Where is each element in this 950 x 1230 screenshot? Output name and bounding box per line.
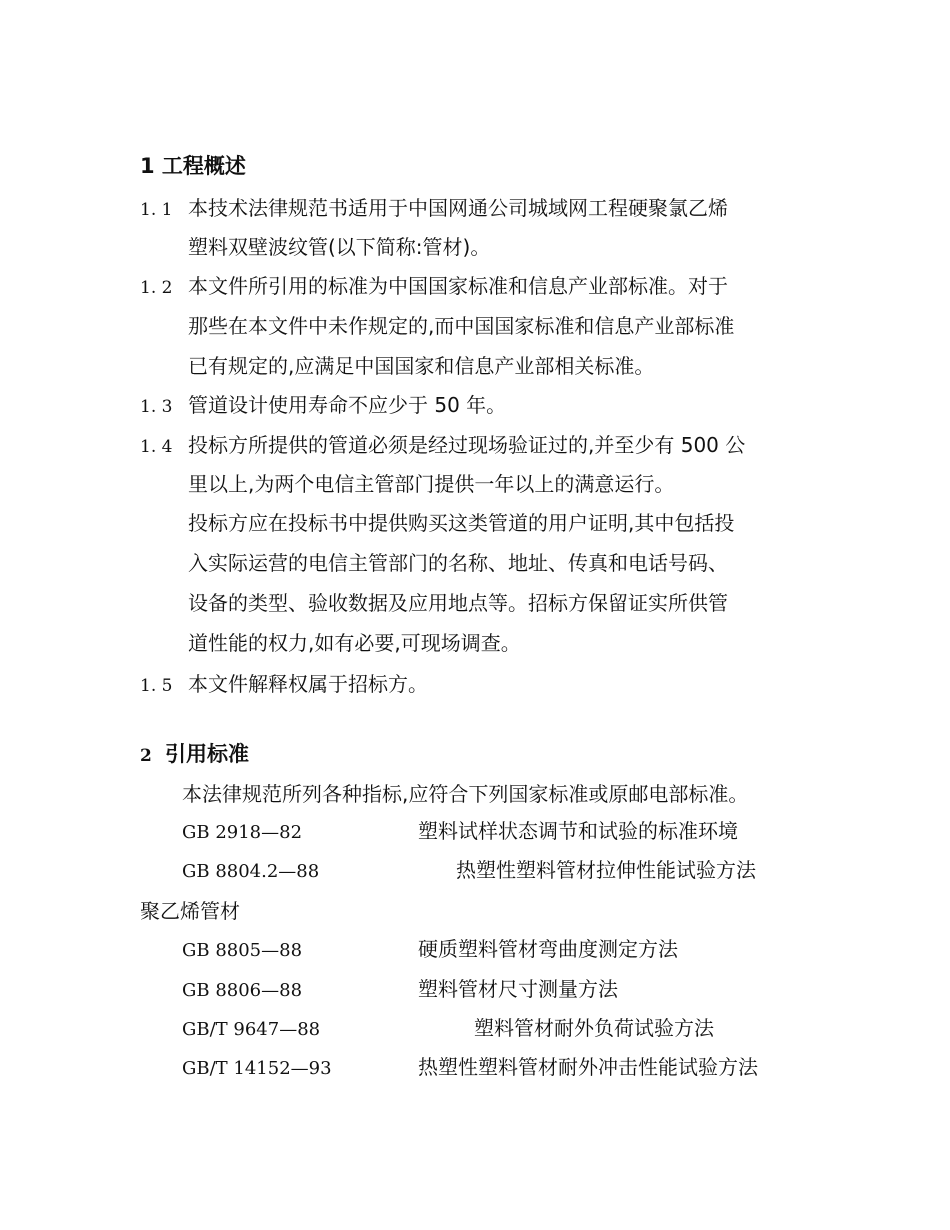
paragraph-line: 塑料双壁波纹管(以下简称:管材)。 [188,235,491,259]
paragraph-line: 本文件解释权属于招标方。 [188,672,428,696]
paragraph-line: 投标方应在投标书中提供购买这类管道的用户证明,其中包括投 [188,511,735,535]
item-number: 1. 2 [140,278,173,298]
standard-code: GB/T 14152—93 [182,1058,332,1079]
standard-title: 热塑性塑料管材拉伸性能试验方法 [456,858,756,882]
item-number: 1. 3 [140,397,173,417]
standard-title: 硬质塑料管材弯曲度测定方法 [418,937,678,961]
section-2-intro: 本法律规范所列各种指标,应符合下列国家标准或原邮电部标准。 [182,782,749,806]
section-2-heading: 引用标准 [165,742,249,766]
item-number: 1. 1 [140,200,173,220]
standard-code: GB/T 9647—88 [182,1019,321,1040]
item-number: 1. 5 [140,676,173,696]
paragraph-line: 已有规定的,应满足中国国家和信息产业部相关标准。 [188,354,655,378]
section-1-heading: 1 工程概述 [140,154,246,178]
standard-code: GB 8804.2—88 [182,861,320,882]
item-number: 1. 4 [140,437,173,457]
standard-code: GB 8806—88 [182,980,303,1001]
paragraph-line: 道性能的权力,如有必要,可现场调查。 [188,631,521,655]
standard-title-continuation: 聚乙烯管材 [140,899,240,923]
standard-title: 热塑性塑料管材耐外冲击性能试验方法 [418,1055,758,1079]
paragraph-line: 投标方所提供的管道必须是经过现场验证过的,并至少有 500 公 [188,433,746,457]
standard-title: 塑料管材尺寸测量方法 [418,977,618,1001]
standard-title: 塑料试样状态调节和试验的标准环境 [418,819,738,843]
paragraph-line: 本文件所引用的标准为中国国家标准和信息产业部标准。对于 [188,274,728,298]
section-2-number: 2 [140,746,152,766]
standard-code: GB 2918—82 [182,822,303,843]
paragraph-line: 本技术法律规范书适用于中国网通公司城域网工程硬聚氯乙烯 [188,196,728,220]
paragraph-line: 管道设计使用寿命不应少于 50 年。 [188,393,507,417]
paragraph-line: 里以上,为两个电信主管部门提供一年以上的满意运行。 [188,472,675,496]
paragraph-line: 入实际运营的电信主管部门的名称、地址、传真和电话号码、 [188,551,728,575]
paragraph-line: 那些在本文件中未作规定的,而中国国家标准和信息产业部标准 [188,314,735,338]
standard-code: GB 8805—88 [182,940,303,961]
standard-title: 塑料管材耐外负荷试验方法 [474,1016,714,1040]
paragraph-line: 设备的类型、验收数据及应用地点等。招标方保留证实所供管 [188,591,728,615]
